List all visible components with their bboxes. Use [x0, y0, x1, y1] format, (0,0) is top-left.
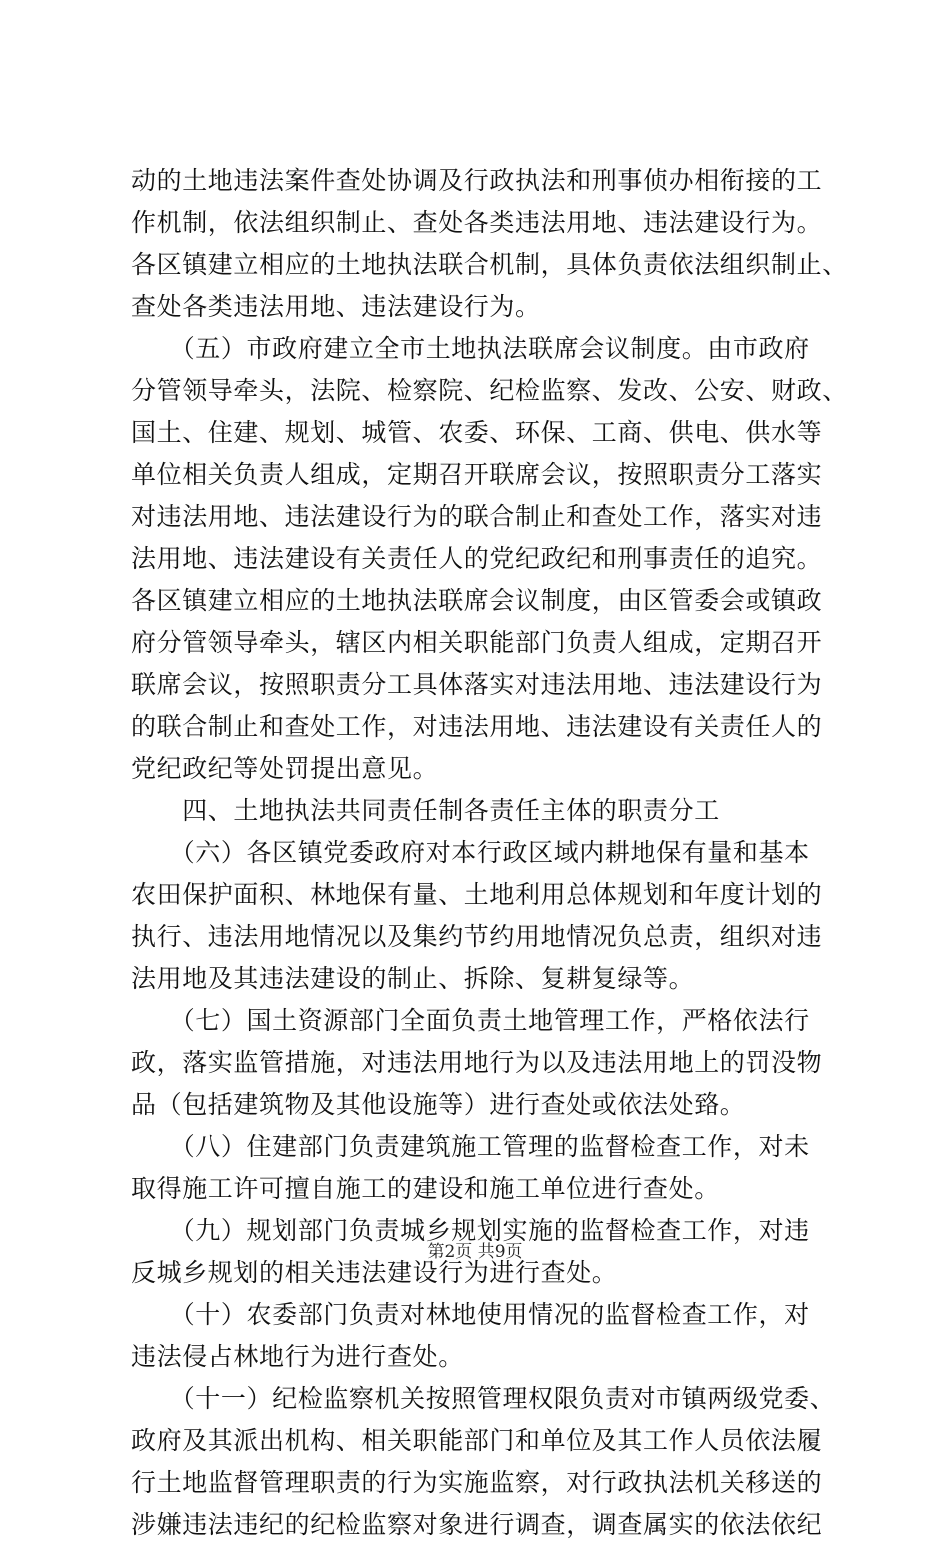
text-line: 违法侵占林地行为进行查处。 — [131, 1342, 464, 1371]
text-line: （十一）纪检监察机关按照管理权限负责对市镇两级党委、 — [131, 1384, 836, 1413]
text-line: 国土、住建、规划、城管、农委、环保、工商、供电、供水等 — [131, 418, 823, 447]
text-line: 法用地及其违法建设的制止、拆除、复耕复绿等。 — [131, 964, 695, 993]
text-line: （五）市政府建立全市土地执法联席会议制度。由市政府 — [131, 334, 810, 363]
text-line: 动的土地违法案件查处协调及行政执法和刑事侦办相衔接的工 — [131, 166, 823, 195]
text-line: 单位相关负责人组成，定期召开联席会议，按照职责分工落实 — [131, 460, 823, 489]
text-line: （六）各区镇党委政府对本行政区域内耕地保有量和基本 — [131, 838, 810, 867]
document-body — [131, 160, 848, 1546]
text-line: 作机制，依法组织制止、查处各类违法用地、违法建设行为。 — [131, 208, 823, 237]
text-line: （九）规划部门负责城乡规划实施的监督检查工作，对违 — [131, 1216, 810, 1245]
text-line: 府分管领导牵头，辖区内相关职能部门负责人组成，定期召开 — [131, 628, 823, 657]
text-line: （十）农委部门负责对林地使用情况的监督检查工作，对 — [131, 1300, 810, 1329]
text-line: 四、土地执法共同责任制各责任主体的职责分工 — [131, 796, 720, 825]
text-line: 政府及其派出机构、相关职能部门和单位及其工作人员依法履 — [131, 1426, 823, 1455]
text-line: （八）住建部门负责建筑施工管理的监督检查工作，对未 — [131, 1132, 810, 1161]
text-line: 各区镇建立相应的土地执法联合机制，具体负责依法组织制止、 — [131, 250, 848, 279]
text-line: 联席会议，按照职责分工具体落实对违法用地、违法建设行为 — [131, 670, 823, 699]
text-line: 农田保护面积、林地保有量、土地利用总体规划和年度计划的 — [131, 880, 823, 909]
text-line: 取得施工许可擅自施工的建设和施工单位进行查处。 — [131, 1174, 720, 1203]
text-line: 对违法用地、违法建设行为的联合制止和查处工作，落实对违 — [131, 502, 823, 531]
text-line: （七）国土资源部门全面负责土地管理工作，严格依法行 — [131, 1006, 810, 1035]
text-line: 行土地监督管理职责的行为实施监察，对行政执法机关移送的 — [131, 1468, 823, 1497]
text-line: 法用地、违法建设有关责任人的党纪政纪和刑事责任的追究。 — [131, 544, 823, 573]
text-line: 反城乡规划的相关违法建设行为进行查处。 — [131, 1258, 618, 1287]
text-line: 党纪政纪等处罚提出意见。 — [131, 754, 439, 783]
page-footer: 第2页 共9页 — [427, 1242, 523, 1262]
text-line: 分管领导牵头，法院、检察院、纪检监察、发改、公安、财政、 — [131, 376, 848, 405]
text-line: 品（包括建筑物及其他设施等）进行查处或依法处臵。 — [131, 1090, 746, 1119]
text-line: 的联合制止和查处工作，对违法用地、违法建设有关责任人的 — [131, 712, 823, 741]
text-line: 政，落实监管措施，对违法用地行为以及违法用地上的罚没物 — [131, 1048, 823, 1077]
text-line: 各区镇建立相应的土地执法联席会议制度，由区管委会或镇政 — [131, 586, 823, 615]
text-line: 涉嫌违法违纪的纪检监察对象进行调查，调查属实的依法依纪 — [131, 1510, 823, 1539]
text-line: 执行、违法用地情况以及集约节约用地情况负总责，组织对违 — [131, 922, 823, 951]
text-line: 查处各类违法用地、违法建设行为。 — [131, 292, 541, 321]
